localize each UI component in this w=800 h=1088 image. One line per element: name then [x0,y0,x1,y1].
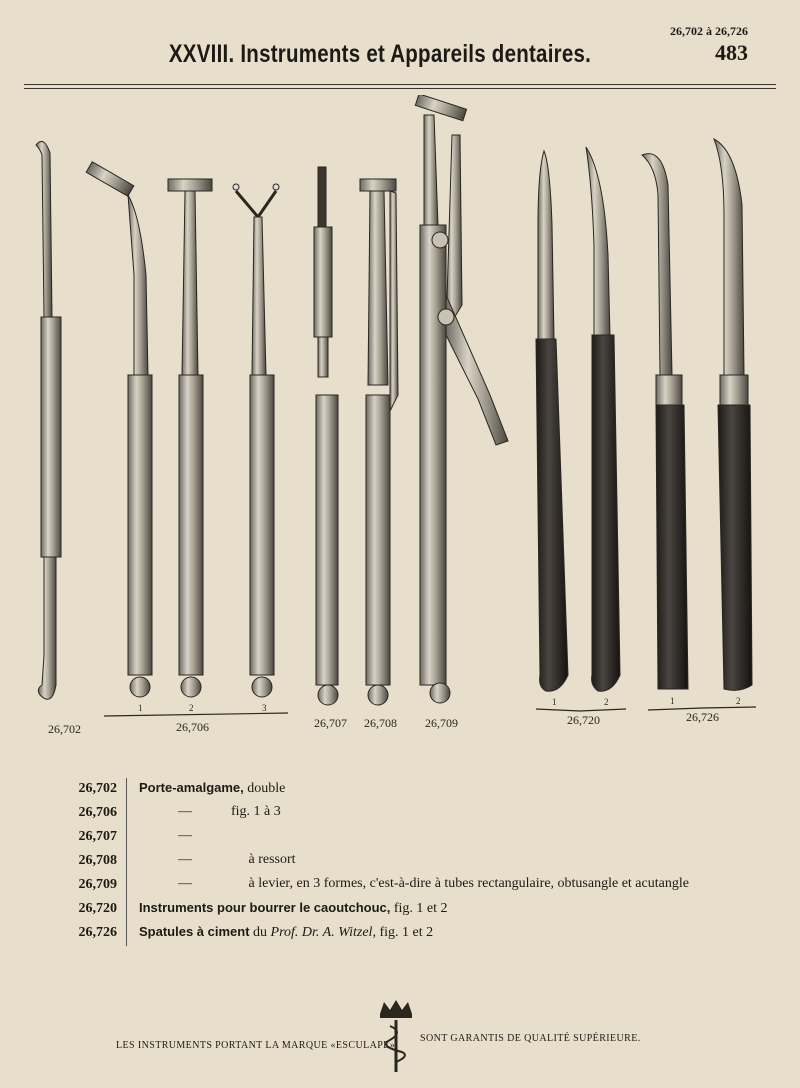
item-separator [126,898,127,922]
instrument-26720-1 [536,151,568,691]
figure-label-26706: 26,706 [176,720,209,734]
item-separator [126,850,127,874]
instrument-26706-1 [86,162,152,697]
title-rule [24,84,776,85]
item-text: fig. 1 à 3 [231,804,281,819]
item-number: 26,720 [78,901,117,916]
figure-label-26702: 26,702 [48,722,81,736]
item-number: 26,709 [78,877,117,892]
item-text-tail: fig. 1 et 2 [375,925,434,940]
instruments-illustration [0,95,800,745]
figure-label-26708: 26,708 [364,716,397,730]
instrument-26706-2 [168,179,212,697]
item-description [139,876,689,892]
item-number: 26,726 [78,925,117,940]
sub-label-26726-2: 2 [736,696,741,706]
item-range: 26,702 à 26,726 [670,24,748,38]
item-number: 26,707 [78,829,117,844]
sub-label-3: 3 [262,703,267,713]
bracket-26720 [536,709,626,711]
item-separator [126,802,127,826]
item-name: Spatules à ciment [139,924,250,939]
item-author: Prof. Dr. A. Witzel, [270,925,376,940]
item-description [139,828,231,844]
item-separator [126,778,127,802]
item-separator [126,874,127,898]
page-title: XXVIII. Instruments et Appareils dentaires. [168,40,592,68]
instrument-26702 [36,141,61,699]
item-text: du [249,925,271,940]
item-separator [126,922,127,946]
instrument-26720-2 [586,147,620,691]
title-rule-lower [24,88,776,89]
item-text: double [243,781,286,796]
item-text: à levier, en 3 formes, c'est-à-dire à tubes rectangulaire, obtusangle et acutangle [248,876,689,891]
page-number: 483 [715,40,748,65]
sub-label-26720-1: 1 [552,697,557,707]
item-separator [126,826,127,850]
sub-label-2: 2 [189,703,194,713]
instrument-26707 [314,167,338,705]
item-description [139,804,281,820]
item-text: fig. 1 et 2 [390,901,448,916]
item-description [139,924,433,941]
sub-label-26726-1: 1 [670,696,675,706]
item-name: Instruments pour bourrer le caoutchouc, [139,900,391,915]
instrument-26726-2 [714,139,752,690]
instrument-26706-3 [233,184,279,697]
item-number: 26,708 [78,853,117,868]
footer-guarantee-right: SONT GARANTIS DE QUALITÉ SUPÉRIEURE. [420,1033,641,1044]
ditto-dash: — [178,828,192,843]
figure-label-26709: 26,709 [425,716,458,730]
ditto-dash: — [178,876,192,891]
ditto-dash: — [178,804,192,819]
item-number: 26,706 [78,805,117,820]
esculape-crown-serpent-icon [374,998,418,1074]
item-name: Porte-amalgame, [139,780,244,795]
item-description [139,900,448,917]
item-description [139,852,296,868]
instrument-26709 [415,95,508,703]
bracket-26706 [104,713,288,716]
sub-label-1: 1 [138,703,143,713]
figure-label-26720: 26,720 [567,713,600,727]
footer-guarantee-left: LES INSTRUMENTS PORTANT LA MARQUE «ESCULAPE» [116,1040,396,1051]
instrument-26726-1 [642,154,688,689]
figure-label-26707: 26,707 [314,716,347,730]
item-number: 26,702 [78,781,117,796]
sub-label-26720-2: 2 [604,697,609,707]
figure-label-26726: 26,726 [686,710,719,724]
instrument-26708 [360,179,398,705]
item-text: à ressort [248,852,296,867]
ditto-dash: — [178,852,192,867]
item-description [139,780,285,797]
